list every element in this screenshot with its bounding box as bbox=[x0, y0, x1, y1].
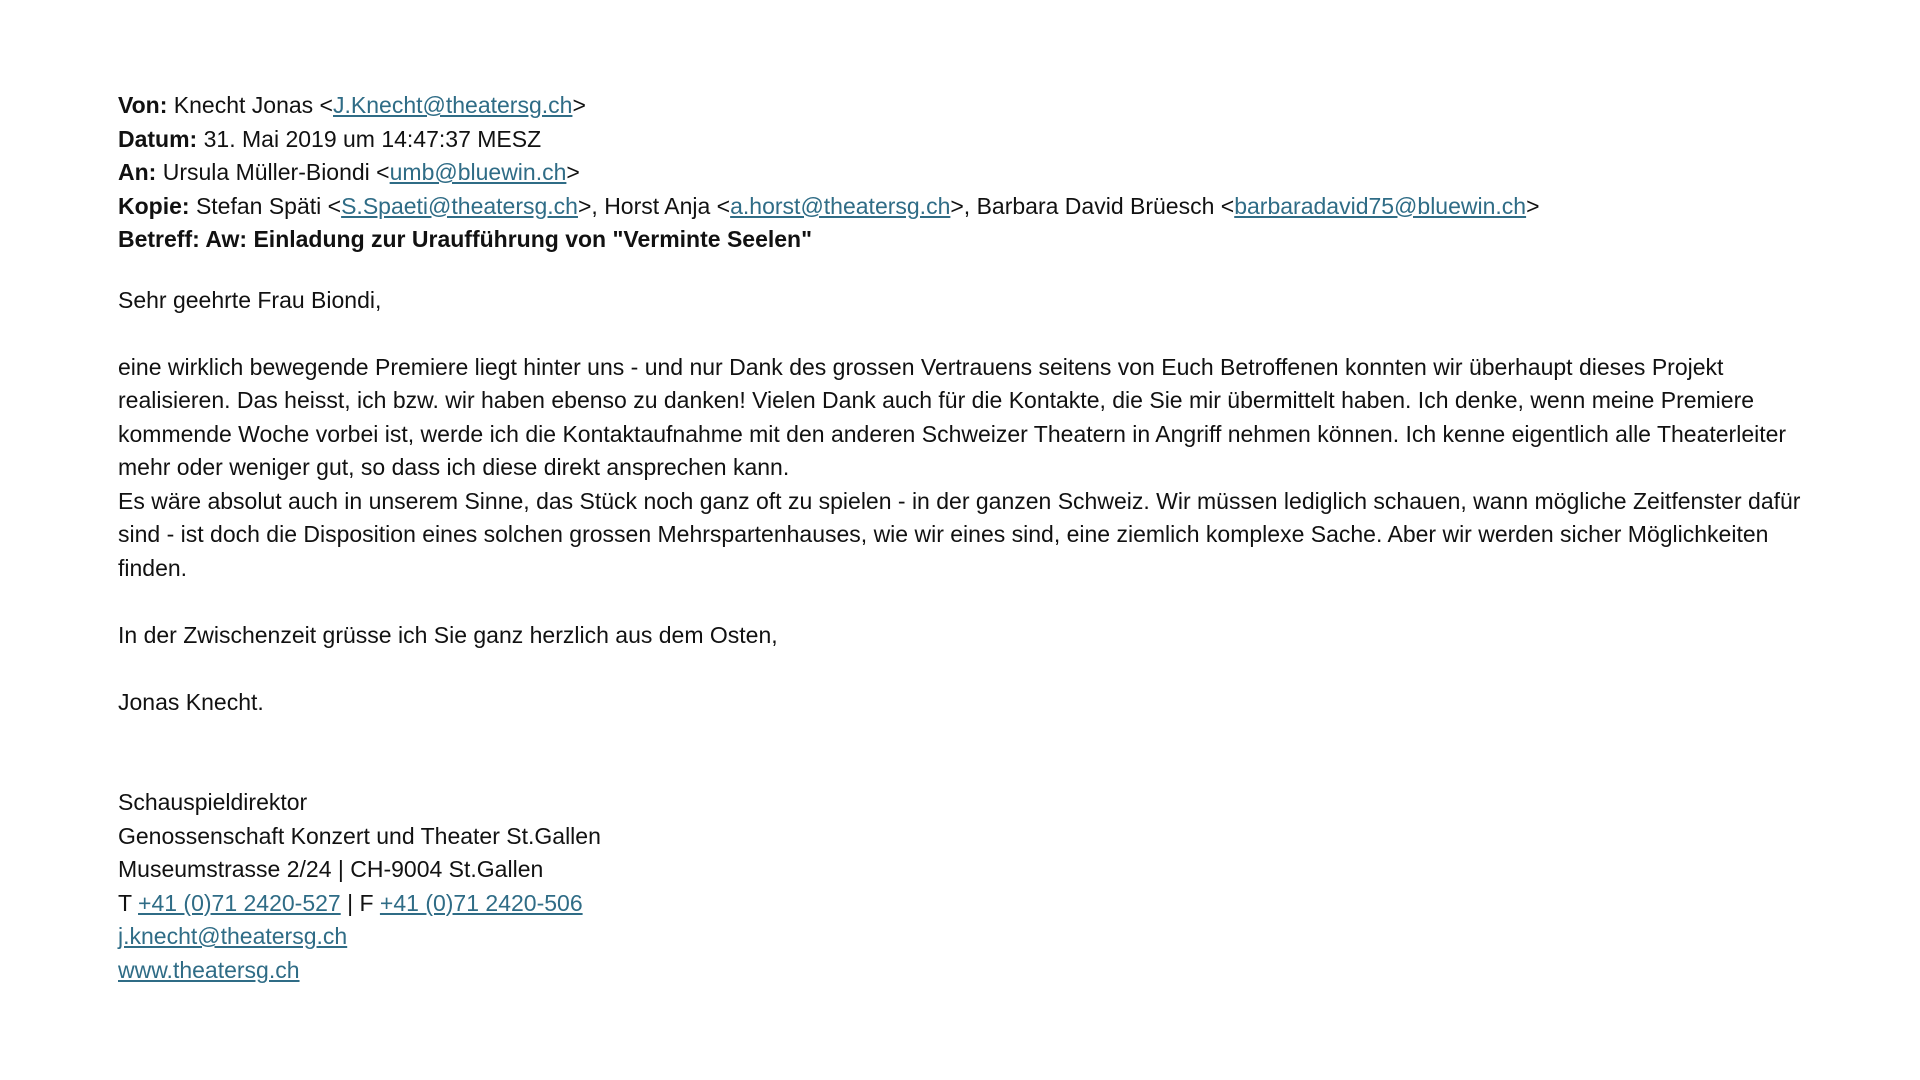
email-document bbox=[118, 89, 1818, 987]
subject-line bbox=[118, 223, 1818, 257]
from-email-link[interactable]: J.Knecht@theatersg.ch bbox=[333, 92, 573, 118]
cc-name: Barbara David Brüesch bbox=[976, 192, 1215, 219]
signature-organization: Genossenschaft Konzert und Theater St.Gallen bbox=[118, 822, 601, 849]
cc-email-link[interactable]: S.Spaeti@theatersg.ch bbox=[341, 192, 578, 219]
salutation: Sehr geehrte Frau Biondi, bbox=[118, 286, 382, 313]
signature-phone-line bbox=[118, 887, 1818, 921]
website-link[interactable]: www.theatersg.ch bbox=[118, 956, 300, 983]
cc-email-link[interactable]: a.horst@theatersg.ch bbox=[730, 192, 951, 219]
body-paragraph: Es wäre absolut auch in unserem Sinne, das Stück noch ganz oft zu spielen - in der ganzen Schweiz. Wir müssen lediglich schauen, wann mögliche Zeitfenster dafür sind - ist doch die Disposition eines solchen grossen Mehrspartenhauses, wie wir eines sind, eine ziemlich komplexe Sache. Aber wir werden sicher Möglichkeiten finden. bbox=[118, 487, 1801, 581]
signature-email-line bbox=[118, 920, 1818, 954]
from-line: Von: Knecht Jonas <J.Knecht@theatersg.ch> bbox=[118, 92, 586, 118]
cc-email-link[interactable]: barbaradavid75@bluewin.ch bbox=[1234, 192, 1527, 219]
signature-block bbox=[118, 786, 1818, 987]
signature-email-link[interactable]: j.knecht@theatersg.ch bbox=[118, 923, 348, 949]
date-value: 31. Mai 2019 um 14:47:37 MESZ bbox=[203, 125, 542, 152]
to-name: Ursula Müller-Biondi bbox=[162, 159, 370, 185]
to-email-link[interactable]: umb@bluewin.ch bbox=[389, 159, 567, 185]
closing-line: In der Zwischenzeit grüsse ich Sie ganz herzlich aus dem Osten, bbox=[118, 621, 778, 648]
date-label: Datum: bbox=[118, 125, 198, 152]
fax-prefix: | F bbox=[347, 889, 374, 916]
cc-name: Stefan Späti bbox=[195, 192, 322, 219]
date-line bbox=[118, 123, 1818, 157]
cc-label: Kopie: bbox=[118, 192, 190, 219]
phone-prefix: T bbox=[118, 889, 132, 916]
subject-value: Aw: Einladung zur Uraufführung von "Verminte Seelen" bbox=[205, 226, 812, 252]
body-paragraph: eine wirklich bewegende Premiere liegt hinter uns - und nur Dank des grossen Vertrauens seitens von Euch Betroffenen konnten wir überhaupt dieses Projekt realisieren. Das heisst, ich bzw. wir haben ebenso zu danken! Vielen Dank auch für die Kontakte, die Sie mir übermittelt haben. Ich denke, wenn meine Premiere kommende Woche vorbei ist, werde ich die Kontaktaufnahme mit den anderen Schweizer Theatern in Angriff nehmen können. Ich kenne eigentlich alle Theaterleiter mehr oder weniger gut, so dass ich diese direkt ansprechen kann. bbox=[118, 353, 1787, 480]
signature-address: Museumstrasse 2/24 | CH-9004 St.Gallen bbox=[118, 856, 544, 882]
cc-line: Kopie: Stefan Späti <S.Spaeti@theatersg.ch>, Horst Anja <a.horst@theatersg.ch>, Barbara David Brüesch <barbaradavid75@bluewin.ch> bbox=[118, 192, 1540, 219]
signoff: Jonas Knecht. bbox=[118, 688, 264, 715]
to-label: An: bbox=[118, 159, 157, 185]
from-name: Knecht Jonas bbox=[173, 92, 314, 118]
phone-link[interactable]: +41 (0)71 2420-527 bbox=[138, 889, 341, 916]
from-label: Von: bbox=[118, 92, 168, 118]
signature-title: Schauspieldirektor bbox=[118, 789, 308, 815]
fax-link[interactable]: +41 (0)71 2420-506 bbox=[379, 889, 583, 916]
signature-website-line bbox=[118, 954, 1818, 988]
to-line: An: Ursula Müller-Biondi <umb@bluewin.ch> bbox=[118, 159, 580, 185]
cc-name: Horst Anja bbox=[604, 192, 711, 219]
subject-label: Betreff: bbox=[118, 226, 200, 252]
